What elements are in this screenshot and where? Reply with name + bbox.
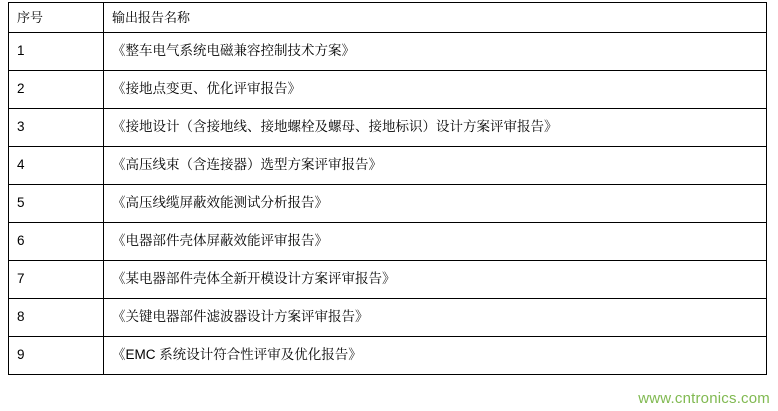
- row-index: 5: [9, 185, 104, 223]
- table-row: [9, 299, 767, 337]
- table-row: [9, 223, 767, 261]
- row-report-name: 《接地设计（含接地线、接地螺栓及螺母、接地标识）设计方案评审报告》: [104, 109, 767, 147]
- row-report-name: 《某电器部件壳体全新开模设计方案评审报告》: [104, 261, 767, 299]
- row-index: 2: [9, 71, 104, 109]
- column-header-report-name: 输出报告名称: [104, 3, 767, 33]
- table-row: [9, 33, 767, 71]
- table-row: [9, 71, 767, 109]
- row-index: 9: [9, 337, 104, 375]
- row-report-name: 《EMC 系统设计符合性评审及优化报告》: [104, 337, 767, 375]
- table-row: [9, 261, 767, 299]
- table-body: [9, 33, 767, 375]
- row-index: 8: [9, 299, 104, 337]
- table-header-row: [9, 3, 767, 33]
- row-report-name: 《电器部件壳体屏蔽效能评审报告》: [104, 223, 767, 261]
- row-index: 6: [9, 223, 104, 261]
- row-report-name: 《关键电器部件滤波器设计方案评审报告》: [104, 299, 767, 337]
- row-report-name: 《接地点变更、优化评审报告》: [104, 71, 767, 109]
- row-index: 7: [9, 261, 104, 299]
- row-index: 1: [9, 33, 104, 71]
- table-row: [9, 109, 767, 147]
- table-row: [9, 147, 767, 185]
- output-report-table: [8, 2, 767, 375]
- site-watermark: www.cntronics.com: [638, 390, 770, 407]
- table-header: [9, 3, 767, 33]
- row-report-name: 《整车电气系统电磁兼容控制技术方案》: [104, 33, 767, 71]
- column-header-index: 序号: [9, 3, 104, 33]
- table-row: [9, 185, 767, 223]
- table-row: [9, 337, 767, 375]
- row-report-name: 《高压线缆屏蔽效能测试分析报告》: [104, 185, 767, 223]
- row-index: 4: [9, 147, 104, 185]
- row-report-name: 《高压线束（含连接器）选型方案评审报告》: [104, 147, 767, 185]
- row-index: 3: [9, 109, 104, 147]
